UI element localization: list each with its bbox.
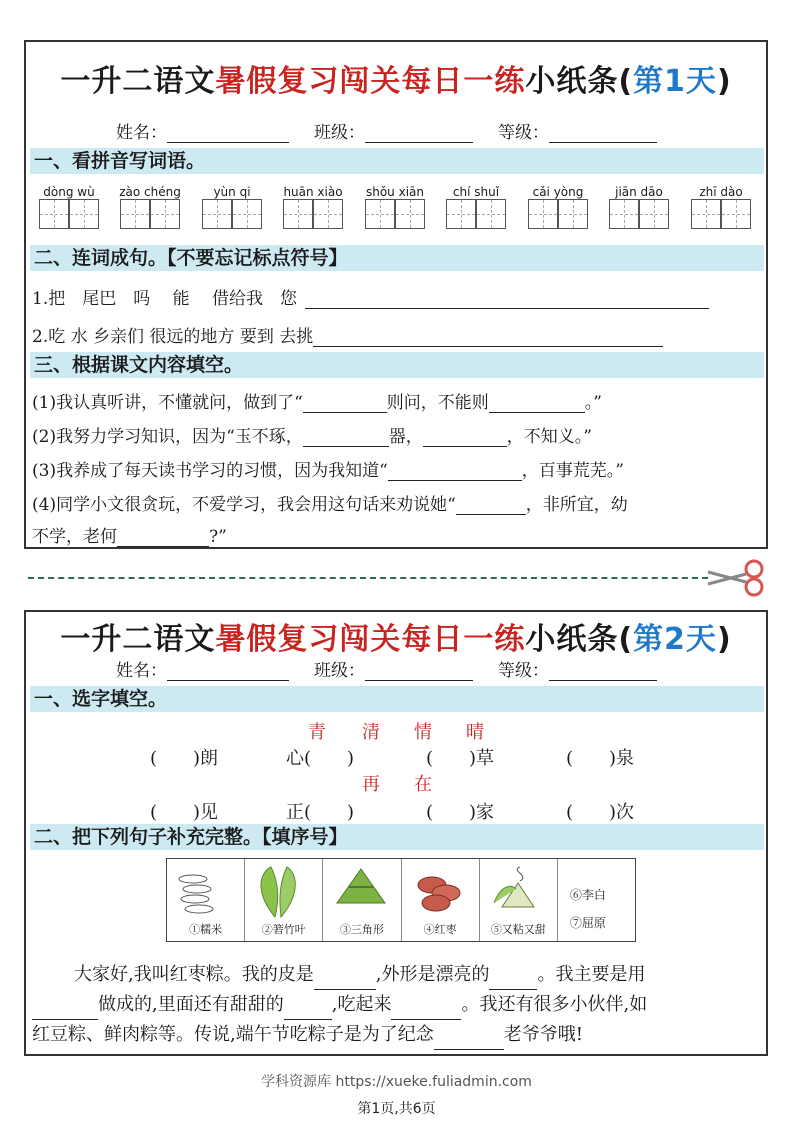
pinyin-text: shǒu xiān xyxy=(365,185,424,199)
choice-char: 晴 xyxy=(466,722,484,743)
picture-option xyxy=(245,859,323,941)
fill-blank-item[interactable]: 正( ) xyxy=(286,802,355,823)
answer-blank[interactable] xyxy=(303,394,387,413)
grade-label: 等级： xyxy=(498,661,549,681)
fill-blank-item[interactable]: 心( ) xyxy=(286,748,355,769)
pinyin-item xyxy=(34,185,104,233)
name-label: 姓名： xyxy=(116,123,167,143)
picture-option xyxy=(402,859,480,941)
pinyin-text: zào chéng xyxy=(119,185,181,199)
fill-blank-item[interactable]: ( )家 xyxy=(426,802,495,823)
fill-blank-row xyxy=(26,798,766,822)
day-label: 第2天 xyxy=(633,622,717,657)
paragraph-text: 。我主要是用 xyxy=(537,964,646,985)
writing-box[interactable] xyxy=(446,199,476,229)
picture-caption: ⑤又粘又甜 xyxy=(490,923,546,936)
pinyin-item xyxy=(115,185,185,233)
sticky-sweet-icon xyxy=(480,863,558,919)
choice-char: 在 xyxy=(414,774,432,795)
question-text: (2)我努力学习知识，因为“玉不琢， xyxy=(32,427,303,447)
red-date-icon xyxy=(402,863,480,919)
character-choices xyxy=(26,718,766,742)
writing-box[interactable] xyxy=(476,199,506,229)
fill-question xyxy=(32,490,628,515)
answer-blank[interactable] xyxy=(391,999,461,1020)
fill-question xyxy=(32,456,624,481)
picture-caption: ⑥李白 ⑦屈原 xyxy=(569,888,606,930)
rice-icon xyxy=(167,863,245,919)
choice-char: 清 xyxy=(362,722,380,743)
question-text: (4)同学小文很贪玩，不爱学习，我会用这句话来劝说她“ xyxy=(32,495,456,515)
day-label: 第1天 xyxy=(633,64,717,99)
answer-blank[interactable] xyxy=(434,1029,504,1050)
cut-line xyxy=(28,577,708,579)
paragraph-text: 红豆粽、鲜肉粽等。传说,端午节吃粽子是为了纪念 xyxy=(32,1024,434,1045)
choice-char: 青 xyxy=(308,722,326,743)
answer-line[interactable] xyxy=(313,328,663,347)
pinyin-text: jiān dāo xyxy=(615,185,663,199)
fill-question xyxy=(32,522,227,547)
writing-box[interactable] xyxy=(365,199,395,229)
grade-field[interactable] xyxy=(549,126,657,143)
paragraph-text: ,吃起来 xyxy=(331,994,392,1015)
choice-char: 情 xyxy=(414,722,432,743)
pinyin-item xyxy=(686,185,756,233)
writing-box[interactable] xyxy=(69,199,99,229)
pinyin-item xyxy=(441,185,511,233)
pinyin-text: zhī dào xyxy=(699,185,743,199)
writing-box[interactable] xyxy=(232,199,262,229)
grade-label: 等级： xyxy=(498,123,549,143)
pinyin-text: cǎi yòng xyxy=(532,185,584,199)
writing-box[interactable] xyxy=(313,199,343,229)
pinyin-item xyxy=(604,185,674,233)
fill-blank-item[interactable]: ( )次 xyxy=(566,802,635,823)
pinyin-writing-row xyxy=(34,185,764,235)
question-text: ，百事荒芜。” xyxy=(521,461,624,481)
fill-question xyxy=(32,422,592,447)
title-highlight: 暑假复习闯关每日一练 xyxy=(215,64,526,99)
paragraph-text: 大家好,我叫红枣粽。我的皮是 xyxy=(74,964,314,985)
title-part: 小纸条( xyxy=(525,622,634,657)
pinyin-text: yùn qi xyxy=(213,185,251,199)
worksheet-title xyxy=(26,614,766,658)
worksheet-title xyxy=(26,56,766,100)
title-part: 一升二语文 xyxy=(60,64,216,99)
answer-line[interactable] xyxy=(305,290,709,309)
answer-blank[interactable] xyxy=(456,496,526,515)
title-part: 小纸条( xyxy=(525,64,634,99)
name-label: 姓名： xyxy=(116,661,167,681)
picture-option xyxy=(480,859,558,941)
answer-blank[interactable] xyxy=(314,969,376,990)
worksheet-day2 xyxy=(24,610,768,1056)
picture-option xyxy=(323,859,401,941)
worksheet-day1 xyxy=(24,40,768,549)
class-label: 班级： xyxy=(314,123,365,143)
picture-option xyxy=(167,859,245,941)
fill-question xyxy=(32,388,602,413)
zongzi-triangle-icon xyxy=(323,863,401,919)
picture-caption: ③三角形 xyxy=(339,923,384,936)
word-list: 1.把 尾巴 吗 能 借给我 您 xyxy=(32,289,298,309)
class-field[interactable] xyxy=(365,126,473,143)
choice-char: 再 xyxy=(362,774,380,795)
answer-blank[interactable] xyxy=(32,999,98,1020)
title-part: 一升二语文 xyxy=(60,622,216,657)
writing-box[interactable] xyxy=(39,199,69,229)
picture-caption: ②箬竹叶 xyxy=(261,923,306,936)
fill-blank-row xyxy=(26,744,766,768)
class-label: 班级： xyxy=(314,661,365,681)
writing-box[interactable] xyxy=(528,199,558,229)
picture-option xyxy=(558,859,635,941)
scissors-icon xyxy=(706,558,768,598)
question-text: ?” xyxy=(209,527,227,547)
picture-caption: ①糯米 xyxy=(189,923,223,936)
paragraph-text: 。我还有很多小伙伴,如 xyxy=(461,994,648,1015)
question-text: 。” xyxy=(584,393,602,413)
question-text: ，不知义。” xyxy=(506,427,592,447)
sentence-question xyxy=(32,284,709,309)
pinyin-item xyxy=(523,185,593,233)
answer-blank[interactable] xyxy=(303,428,389,447)
grade-field[interactable] xyxy=(549,664,657,681)
question-text: (1)我认真听讲，不懂就问，做到了“ xyxy=(32,393,303,413)
name-field[interactable] xyxy=(167,664,289,681)
writing-box[interactable] xyxy=(639,199,669,229)
writing-box[interactable] xyxy=(691,199,721,229)
section-heading: 一、看拼音写词语。 xyxy=(30,148,764,174)
source-footer: 学科资源库 https://xueke.fuliadmin.com xyxy=(261,1074,532,1090)
writing-box[interactable] xyxy=(395,199,425,229)
fill-blank-item[interactable]: ( )泉 xyxy=(566,748,635,769)
section-heading: 三、根据课文内容填空。 xyxy=(30,352,764,378)
pinyin-item xyxy=(197,185,267,233)
word-list: 2.吃 水 乡亲们 很远的地方 要到 去挑 xyxy=(32,327,314,347)
picture-options xyxy=(166,858,636,942)
paragraph-text: 老爷爷哦! xyxy=(503,1024,583,1045)
title-highlight: 暑假复习闯关每日一练 xyxy=(215,622,526,657)
question-text: ，非所宜，幼 xyxy=(525,495,628,515)
writing-box[interactable] xyxy=(721,199,751,229)
fill-blank-item[interactable]: ( )草 xyxy=(426,748,495,769)
bamboo-leaf-icon xyxy=(245,863,323,919)
writing-box[interactable] xyxy=(283,199,313,229)
writing-box[interactable] xyxy=(150,199,180,229)
pinyin-text: dòng wù xyxy=(43,185,95,199)
question-text: 不学，老何 xyxy=(32,527,117,547)
pinyin-text: huān xiào xyxy=(283,185,343,199)
paragraph xyxy=(32,960,764,1050)
name-field[interactable] xyxy=(167,126,289,143)
pinyin-text: chí shuǐ xyxy=(452,185,500,199)
answer-blank[interactable] xyxy=(489,969,537,990)
section-heading: 二、把下列句子补充完整。【填序号】 xyxy=(30,824,764,850)
title-part: ) xyxy=(716,622,732,657)
page-number: 第1页,共6页 xyxy=(357,1101,436,1117)
class-field[interactable] xyxy=(365,664,473,681)
writing-box[interactable] xyxy=(202,199,232,229)
section-heading: 二、连词成句。【不要忘记标点符号】 xyxy=(30,245,764,271)
section-heading: 一、选字填空。 xyxy=(30,686,764,712)
title-part: ) xyxy=(716,64,732,99)
paragraph-text: ,外形是漂亮的 xyxy=(375,964,490,985)
pinyin-item xyxy=(278,185,348,233)
picture-caption: ④红枣 xyxy=(423,923,457,936)
answer-blank[interactable] xyxy=(117,528,209,547)
answer-blank[interactable] xyxy=(423,428,507,447)
question-text: 器， xyxy=(388,427,423,447)
character-choices xyxy=(26,770,766,794)
answer-blank[interactable] xyxy=(388,462,522,481)
writing-box[interactable] xyxy=(120,199,150,229)
question-text: 则问，不能则 xyxy=(386,393,489,413)
fill-blank-item[interactable]: ( )见 xyxy=(150,802,219,823)
writing-box[interactable] xyxy=(558,199,588,229)
paragraph-text: 做成的,里面还有甜甜的 xyxy=(98,994,284,1015)
answer-blank[interactable] xyxy=(489,394,585,413)
answer-blank[interactable] xyxy=(284,999,332,1020)
sentence-question xyxy=(32,322,663,347)
writing-box[interactable] xyxy=(609,199,639,229)
question-text: (3)我养成了每天读书学习的习惯，因为我知道“ xyxy=(32,461,388,481)
fill-blank-item[interactable]: ( )朗 xyxy=(150,748,219,769)
pinyin-item xyxy=(360,185,430,233)
